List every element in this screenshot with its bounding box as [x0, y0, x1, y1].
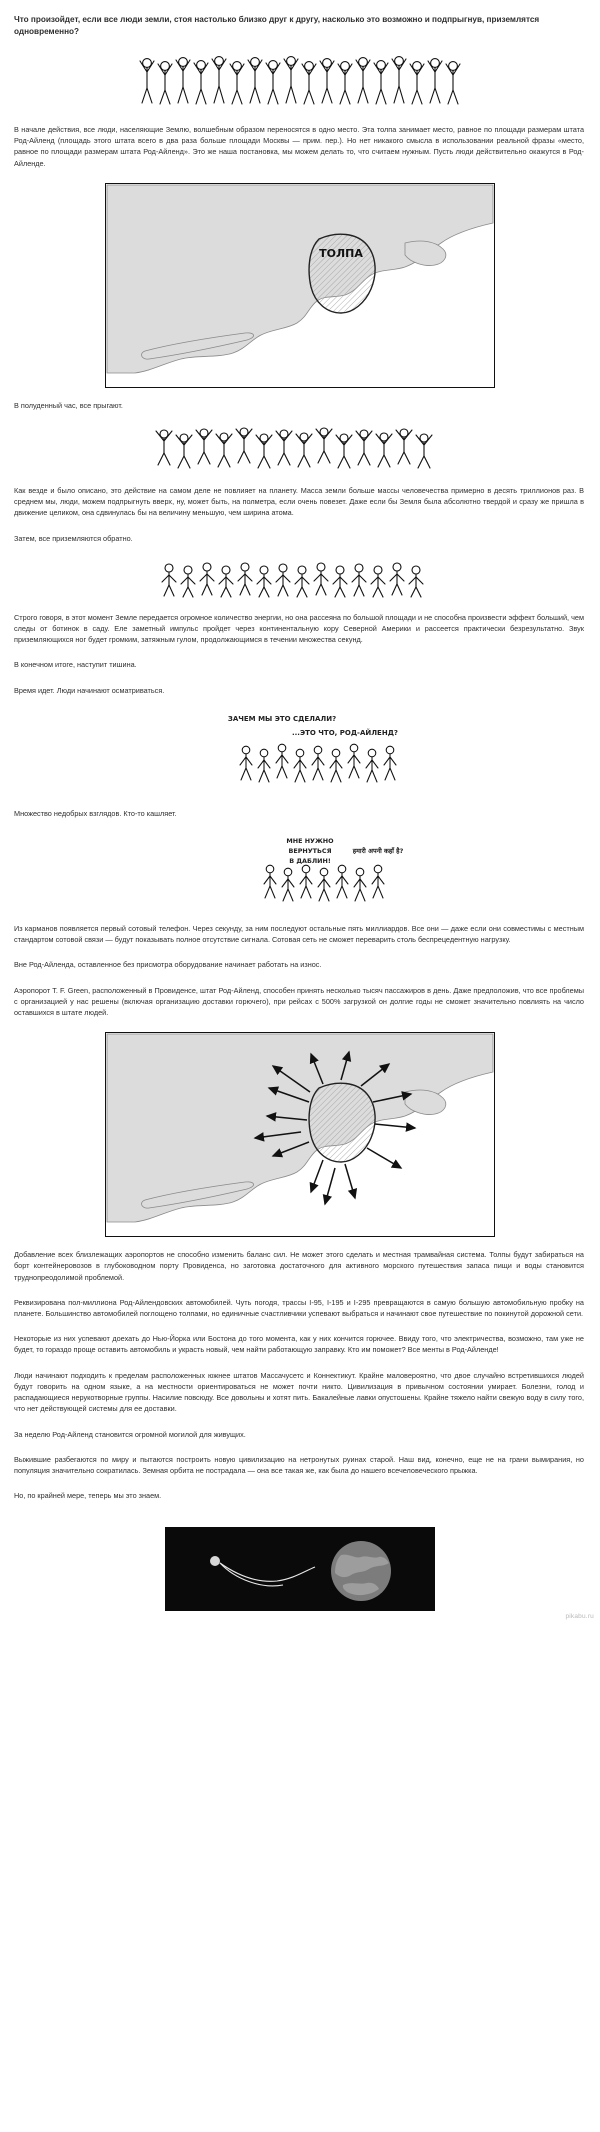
paragraph-15: Люди начинают подходить к пределам расположенных южнее штатов Массачусетс и Коннектикут. Крайне маловероятно, что двое случайно встретившихся людей будут говорить на одном языке, а на местности ориентироваться не может почти никто. Цивилизация в привычном состоянии умирает. Болезни, голод и распадающиеся нерукотворные группы. Насилие повсюду. Все довольны и хотят пить. Бакалейные лавки опустошены. Крайне тяжело найти свежую воду в силу того, что нет действующей системы для ее доставки.: [14, 1370, 584, 1414]
figure-map-1: [0, 183, 600, 388]
crowd-landing-figures: [155, 558, 445, 600]
map-label-crowd: ТОЛПА: [319, 246, 363, 260]
crowd-dialogue-dublin: [150, 833, 450, 911]
paragraph-8: Множество недобрых взглядов. Кто-то кашляет.: [14, 808, 177, 818]
dialogue-line-3b: ВЕРНУТЬСЯ: [288, 847, 332, 856]
figure-final: [0, 1527, 600, 1611]
crowd-jumping-figures: [150, 425, 450, 473]
dialogue-line-1: ЗАЧЕМ МЫ ЭТО СДЕЛАЛИ?: [227, 714, 337, 723]
paragraph-2: В полуденный час, все прыгают.: [14, 400, 123, 410]
paragraph-7: Время идет. Люди начинают осматриваться.: [14, 685, 165, 695]
watermark: pikabu.ru: [565, 1613, 594, 1621]
paragraph-6: В конечном итоге, наступит тишина.: [14, 660, 137, 670]
figure-landing: [0, 558, 600, 600]
figure-map-2: [0, 1032, 600, 1237]
earth-moon-final-image: [165, 1527, 435, 1611]
paragraph-4: Затем, все приземляются обратно.: [14, 533, 133, 543]
paragraph-10: Вне Род-Айленда, оставленное без присмотра оборудование начинает работать на износ.: [14, 960, 322, 970]
page-title: Что произойдет, если все люди земли, стоя настолько близко друг к другу, насколько это возможно и подпрыгнув, приземлятся одновременно?: [14, 15, 540, 36]
figure-dialogue-why: [0, 710, 600, 796]
paragraph-13: Реквизирована пол-миллиона Род-Айлендовских автомобилей. Чуть погодя, трассы I-95, I-195 и I-295 превращаются в самую большую автомобильную пробку на планете. Большинство автомобилей поглощено толпами, но единичные счастливчики успевают выбраться и начинают свое путешествие по покинутой дорожной сети.: [14, 1297, 584, 1319]
figure-jumping: [0, 425, 600, 473]
paragraph-3: Как везде и было описано, это действие на самом деле не повлияет на планету. Масса земли больше массы человечества примерно в десять триллионов раз. В среднем мы, люди, можем подпрыгнуть вверх, ну, может быть, на полметра, если очень повезет. Даже если бы Земля была абсолютно твердой и сразу же пришла в движение целиком, она сдвинулась бы на величину меньшую, чем ширина атома.: [14, 486, 584, 518]
crowd-standing-figures: [135, 50, 465, 112]
paragraph-5: Строго говоря, в этот момент Земле передается огромное количество энергии, но она рассеяна по большой площади и не способна произвести эффект больший, чем следы от ботинок в саду. Еле заметный импульс пройдет через континентальную кору Северной Америки и рассеется практически безрезультатно. Звук приземляющихся ног будет громким, затяжным гулом, продолжающимся в течении множества секунд.: [14, 612, 584, 645]
figure-crowd-standing: [0, 50, 600, 112]
map-rhode-island-dispersal: [105, 1032, 495, 1237]
paragraph-18: Но, по крайней мере, теперь мы это знаем.: [14, 1491, 162, 1501]
dialogue-line-4: हमारी अपनी कहाँ है?: [352, 847, 404, 856]
dialogue-line-2: ...ЭТО ЧТО, РОД-АЙЛЕНД?: [291, 728, 399, 737]
paragraph-14: Некоторые из них успевают доехать до Нью-Йорка или Бостона до того момента, как у них кончится горючее. Ввиду того, что электричества, возможно, там уже не будет, то гораздо проще оставить автомобиль и украсть новый, чем найти работающую заправку. Кто им поможет? Все менты в Род-Айленде!: [14, 1334, 584, 1355]
paragraph-12: Добавление всех близлежащих аэропортов не способно изменить баланс сил. Не может этого сделать и местная трамвайная система. Толпы будут забираться на борт контейнеровозов в глубоководном порту Провиденса, но заготовка достаточного для активного морского путешествия запаса пищи и воды становится труднопреодолимой проблемой.: [14, 1250, 584, 1282]
paragraph-11: Аэропорот T. F. Green, расположенный в Провиденсе, штат Род-Айленд, способен принять несколько тысяч пассажиров в день. Даже предположив, что все проблемы с организацией у нас решены (включая организацию доставки горючего), при рейсах с 500% загрузкой он долгие годы не сможет значительно повлиять на число оставшихся в штате людей.: [14, 985, 584, 1018]
dialogue-line-3: МНЕ НУЖНО: [286, 837, 334, 846]
dialogue-line-3c: В ДАБЛИН!: [289, 857, 331, 866]
paragraph-17: Выжившие разбегаются по миру и пытаются построить новую цивилизацию на нетронутых руинах старой. Наш вид, конечно, еще не на грани вымирания, но популяция значительно сократилась. Земная орбита не пострадала — она все такая же, как была до нашего всечеловеческого прыжка.: [14, 1454, 584, 1475]
paragraph-9: Из карманов появляется первый сотовый телефон. Через секунду, за ним последуют остальные пять миллиардов. Все они — даже если они совместимы с местным стандартом сотовой связи — будут показывать полное отсутствие сигнала. Сотовая сеть не сможет переварить столь беспрецедентную нагрузку.: [14, 924, 584, 945]
crowd-dialogue-why: [150, 710, 450, 796]
paragraph-1: В начале действия, все люди, населяющие Землю, волшебным образом переносятся в одно место. Эта толпа занимает место, равное по площади размерам штата Род-Айленд (площадь этого штата всего в два раза больше площади Москвы — прим. пер.). Но нет никакого смысла в использовании реальной фразы «место, равное по площади размерам штата Род-Айленд». Это же наша постановка, мы можем делать то, что считаем нужным. Пусть люди действительно окажутся в Род-Айленде.: [14, 125, 584, 168]
figure-dialogue-dublin: [0, 833, 600, 911]
map-rhode-island-crowd: [105, 183, 495, 388]
footer: [0, 1611, 600, 1621]
paragraph-16: За неделю Род-Айленд становится огромной могилой для живущих.: [14, 1429, 246, 1439]
